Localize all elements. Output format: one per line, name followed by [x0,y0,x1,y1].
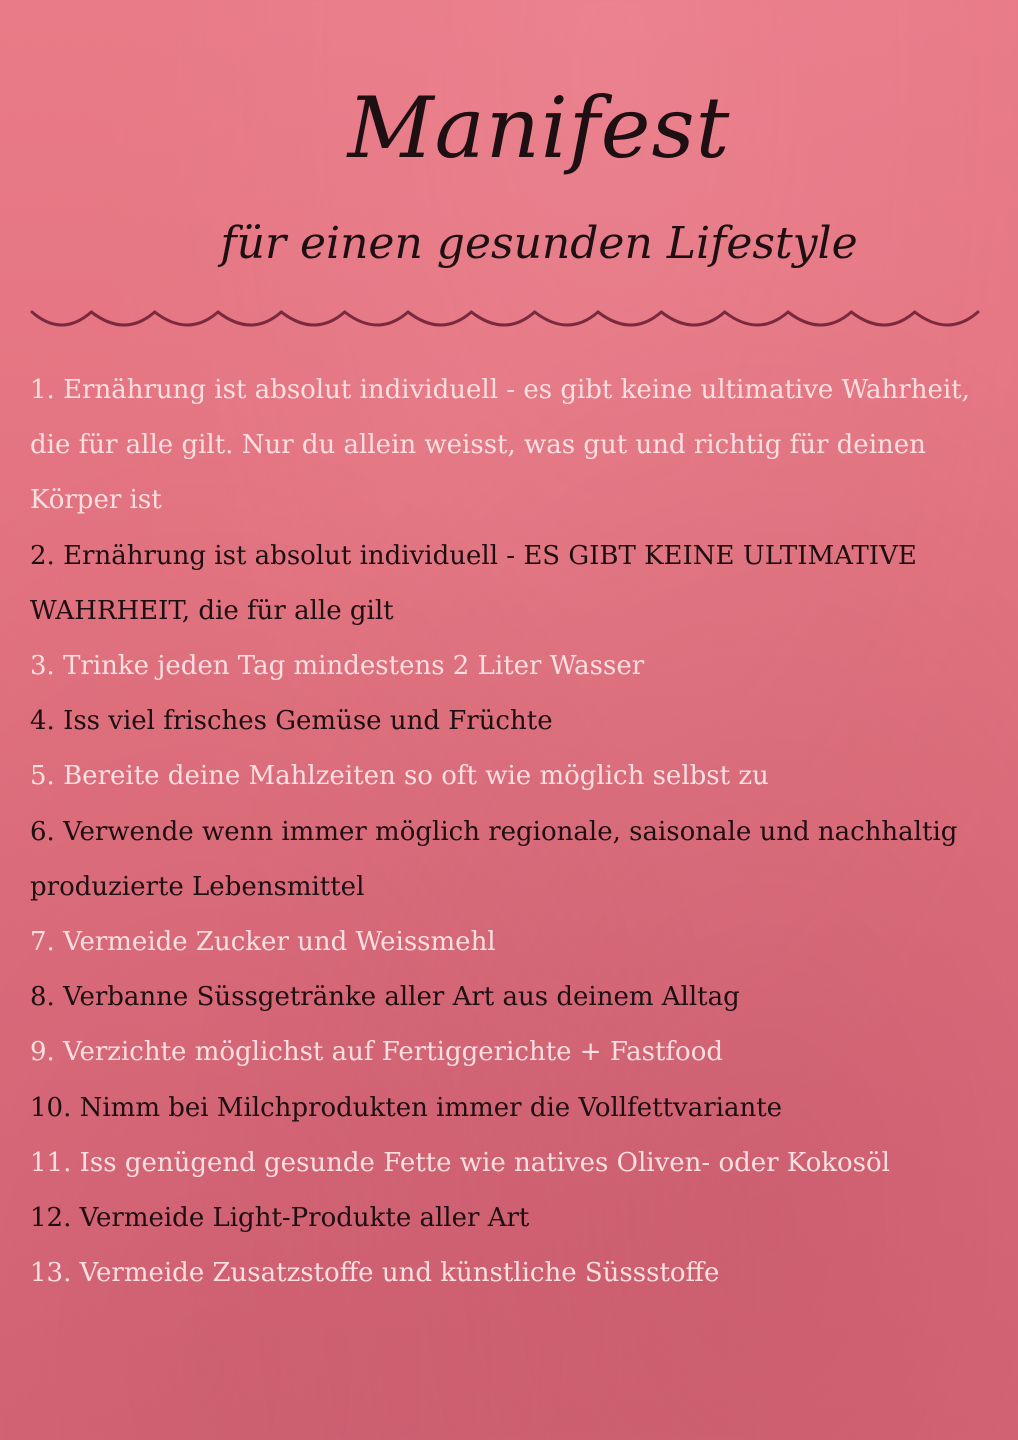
wave-divider [30,298,980,338]
list-item: 12. Vermeide Light-Produkte aller Art [30,1203,530,1234]
list-item: 6. Verwende wenn immer möglich regionale, saisonale und nachhaltig produzierte Lebensmittel [30,816,958,902]
list-item: 5. Bereite deine Mahlzeiten so oft wie möglich selbst zu [30,761,769,792]
list-item: 3. Trinke jeden Tag mindestens 2 Liter Wasser [30,651,645,682]
list-item: 1. Ernährung ist absolut individuell - es gibt keine ultimative Wahrheit, die für alle gilt. Nur du allein weisst, was gut und richtig für deinen Körper ist [30,375,970,516]
list-item: 9. Verzichte möglichst auf Fertiggerichte + Fastfood [30,1037,723,1068]
list-item: 2. Ernährung ist absolut individuell - ES GIBT KEINE ULTIMATIVE WAHRHEIT, die für alle gilt [30,540,917,626]
manifest-list [30,363,995,1301]
list-item: 7. Vermeide Zucker und Weissmehl [30,927,496,958]
list-item: 8. Verbanne Süssgetränke aller Art aus deinem Alltag [30,982,740,1013]
list-item: 13. Vermeide Zusatzstoffe und künstliche Süssstoffe [30,1258,720,1289]
list-item: 11. Iss genügend gesunde Fette wie natives Oliven- oder Kokosöl [30,1147,890,1178]
list-item: 4. Iss viel frisches Gemüse und Früchte [30,706,553,737]
page-title: Manifest [347,79,731,177]
page-subtitle: für einen gesunden Lifestyle [220,218,858,269]
list-item: 10. Nimm bei Milchprodukten immer die Vollfettvariante [30,1092,783,1123]
